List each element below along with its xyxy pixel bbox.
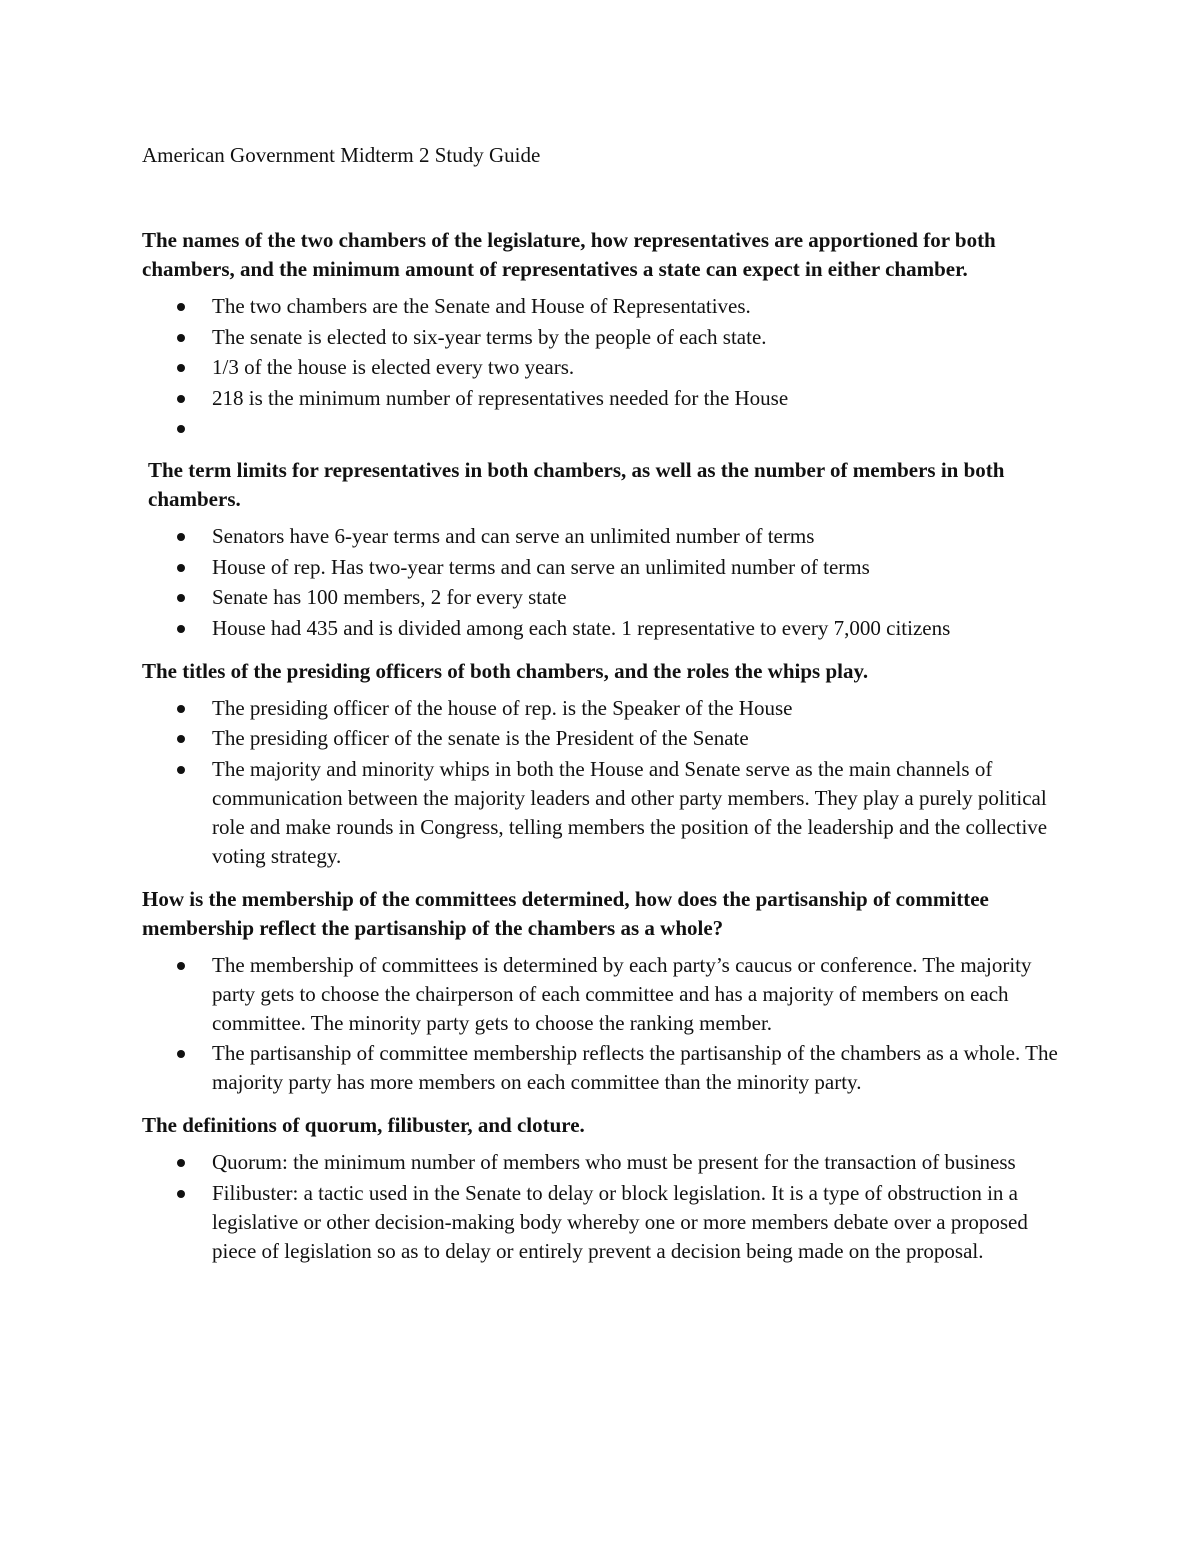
list-item: [142, 755, 1062, 871]
bullet-list: [142, 292, 1062, 443]
list-item: [142, 353, 1062, 382]
list-item: [142, 583, 1062, 612]
bullet-list: [142, 522, 1062, 643]
bullet-icon: [177, 962, 185, 970]
bullet-icon: [177, 1190, 185, 1198]
section-heading: How is the membership of the committees determined, how does the partisanship of committee membership reflect the partisanship of the chambers as a whole?: [142, 886, 989, 940]
list-item-text: Filibuster: a tactic used in the Senate to delay or block legislation. It is a type of obstruction in a legislative or other decision-making body whereby one or more members debate over a proposed piece of legislation so as to delay or entirely prevent a decision being made on the proposal.: [212, 1180, 1028, 1263]
list-item-text: The majority and minority whips in both the House and Senate serve as the main channels of communication between the majority leaders and other party members. They play a purely political role and make rounds in Congress, telling members the position of the leadership and the collective voting strategy.: [212, 756, 1048, 868]
bullet-icon: [177, 364, 185, 372]
list-item: [142, 292, 1062, 321]
list-item-text: House had 435 and is divided among each state. 1 representative to every 7,000 citizens: [212, 615, 951, 640]
bullet-icon: [177, 625, 185, 633]
list-item-text: 1/3 of the house is elected every two years.: [212, 355, 575, 379]
list-item-text: The senate is elected to six-year terms by the people of each state.: [212, 324, 767, 349]
section-presiding-officers: [142, 657, 1062, 871]
list-item: [142, 1179, 1062, 1266]
list-item: [142, 323, 1062, 352]
section-heading: The term limits for representatives in both chambers, as well as the number of members in both chambers.: [148, 458, 1005, 511]
list-item-text: Quorum: the minimum number of members who must be present for the transaction of business: [212, 1150, 1016, 1174]
bullet-list: [142, 1148, 1062, 1266]
section-heading: The definitions of quorum, filibuster, and cloture.: [142, 1113, 585, 1137]
list-item-text: Senators have 6-year terms and can serve an unlimited number of terms: [212, 524, 815, 548]
list-item-text: The presiding officer of the house of rep. is the Speaker of the House: [212, 695, 793, 720]
section-committees: [142, 885, 1062, 1098]
list-item: [142, 553, 1062, 582]
bullet-icon: [177, 705, 185, 713]
list-item: [142, 1039, 1062, 1097]
bullet-icon: [177, 334, 185, 342]
bullet-list: [142, 694, 1062, 871]
document-title: American Government Midterm 2 Study Guide: [142, 143, 541, 167]
bullet-icon: [177, 766, 185, 774]
document-page: [142, 140, 1062, 1267]
bullet-icon: [177, 1050, 185, 1058]
bullet-list: [142, 951, 1062, 1098]
list-item-empty: [142, 414, 1062, 443]
list-item: [142, 1148, 1062, 1177]
list-item-text: The two chambers are the Senate and House of Representatives.: [212, 294, 751, 318]
list-item-text: House of rep. Has two-year terms and can serve an unlimited number of terms: [212, 554, 870, 579]
list-item: [142, 724, 1062, 753]
list-item-text: The presiding officer of the senate is the President of the Senate: [212, 726, 749, 750]
list-item-text: Senate has 100 members, 2 for every state: [212, 585, 567, 609]
section-heading: The titles of the presiding officers of both chambers, and the roles the whips play.: [142, 658, 869, 683]
list-item: [142, 694, 1062, 723]
bullet-icon: [177, 425, 185, 433]
bullet-icon: [177, 564, 185, 572]
list-item-text: The partisanship of committee membership reflects the partisanship of the chambers as a whole. The majority party has more members on each committee than the minority party.: [212, 1041, 1058, 1094]
section-definitions: [142, 1111, 1062, 1266]
bullet-icon: [177, 594, 185, 602]
list-item: [142, 384, 1062, 413]
list-item: [142, 951, 1062, 1038]
list-item: [142, 522, 1062, 551]
section-heading: The names of the two chambers of the legislature, how representatives are apportioned for both chambers, and the minimum amount of representatives a state can expect in either chamber.: [142, 228, 996, 281]
bullet-icon: [177, 395, 185, 403]
bullet-icon: [177, 735, 185, 743]
section-chambers: [142, 226, 1062, 443]
list-item-text: 218 is the minimum number of representatives needed for the House: [212, 385, 789, 410]
bullet-icon: [177, 1159, 185, 1167]
section-term-limits: [142, 456, 1062, 643]
bullet-icon: [177, 533, 185, 541]
bullet-icon: [177, 303, 185, 311]
list-item: [142, 614, 1062, 643]
list-item-text: The membership of committees is determined by each party’s caucus or conference. The majority party gets to choose the chairperson of each committee and has a majority of members on each committee. The minority party gets to choose the ranking member.: [212, 952, 1032, 1035]
